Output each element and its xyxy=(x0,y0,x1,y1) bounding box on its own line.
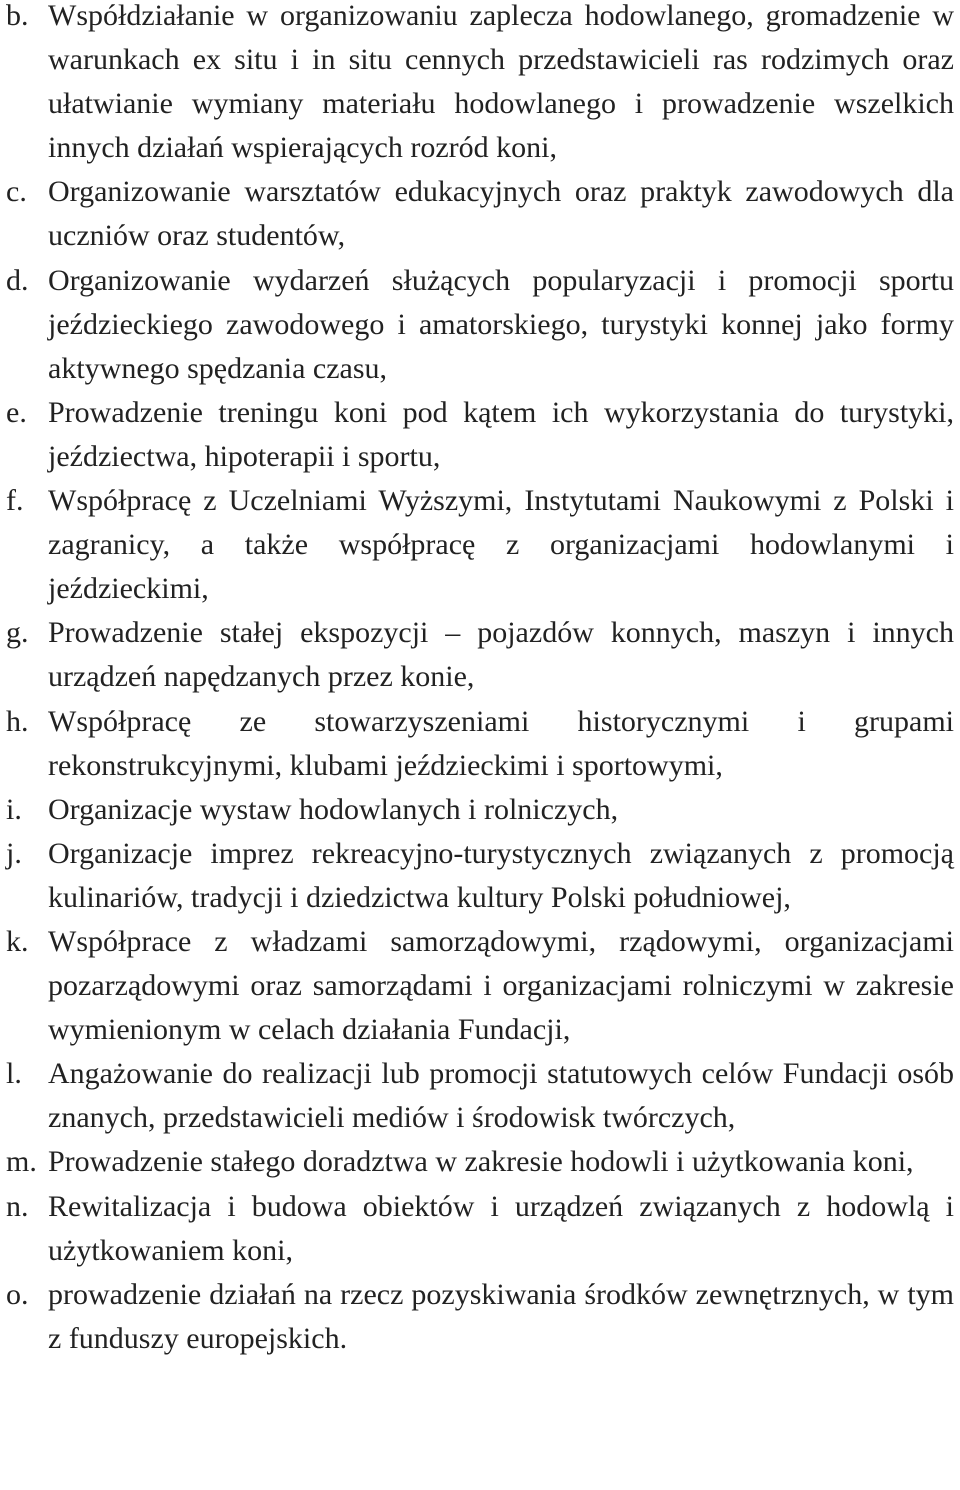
list-item xyxy=(6,170,954,258)
list-item xyxy=(6,700,954,788)
list-marker: c. xyxy=(6,175,27,209)
list-marker: n. xyxy=(6,1189,29,1223)
activities-list xyxy=(6,0,954,1361)
list-item-text: Prowadzenie stałej ekspozycji – pojazdów konnych, maszyn i innych urządzeń napędzanych przez konie, xyxy=(48,616,954,694)
list-item-text: Angażowanie do realizacji lub promocji statutowych celów Fundacji osób znanych, przedstawicieli mediów i środowisk twórczych, xyxy=(48,1057,954,1135)
list-item-text: Rewitalizacja i budowa obiektów i urządzeń związanych z hodowlą i użytkowaniem koni, xyxy=(48,1189,954,1267)
list-item xyxy=(6,1185,954,1273)
list-marker: f. xyxy=(6,484,24,518)
list-item xyxy=(6,611,954,699)
list-item-text: Organizacje wystaw hodowlanych i rolniczych, xyxy=(48,792,619,826)
list-item xyxy=(6,920,954,1052)
list-item-text: prowadzenie działań na rzecz pozyskiwania środków zewnętrznych, w tym z funduszy europejskich. xyxy=(48,1277,954,1355)
list-item xyxy=(6,479,954,611)
list-marker: h. xyxy=(6,704,29,738)
list-marker: k. xyxy=(6,924,29,958)
list-item-text: Współpracę z Uczelniami Wyższymi, Instytutami Naukowymi z Polski i zagranicy, a także współpracę z organizacjami hodowlanymi i jeździeckimi, xyxy=(48,484,954,606)
list-item xyxy=(6,1273,954,1361)
list-item-text: Prowadzenie stałego doradztwa w zakresie hodowli i użytkowania koni, xyxy=(48,1145,914,1179)
list-item-text: Organizacje imprez rekreacyjno-turystycznych związanych z promocją kulinariów, tradycji i dziedzictwa kultury Polski południowej, xyxy=(48,836,954,914)
list-item-text: Współprace z władzami samorządowymi, rządowymi, organizacjami pozarządowymi oraz samorządami i organizacjami rolniczymi w zakresie wymienionym w celach działania Fundacji, xyxy=(48,924,954,1047)
list-item xyxy=(6,788,954,832)
list-marker: o. xyxy=(6,1277,29,1311)
list-marker: e. xyxy=(6,395,27,429)
list-marker: b. xyxy=(6,0,29,32)
list-marker: d. xyxy=(6,263,29,297)
list-item xyxy=(6,1140,954,1184)
list-marker: l. xyxy=(6,1057,22,1091)
list-item xyxy=(6,391,954,479)
list-item xyxy=(6,832,954,920)
list-item xyxy=(6,1052,954,1140)
list-marker: g. xyxy=(6,616,29,650)
list-item-text: Organizowanie warsztatów edukacyjnych oraz praktyk zawodowych dla uczniów oraz studentów, xyxy=(48,175,954,253)
list-item-text: Organizowanie wydarzeń służących popularyzacji i promocji sportu jeździeckiego zawodowego i amatorskiego, turystyki konnej jako formy aktywnego spędzania czasu, xyxy=(48,263,954,385)
list-item xyxy=(6,0,954,170)
list-item-text: Współdziałanie w organizowaniu zaplecza hodowlanego, gromadzenie w warunkach ex situ i in situ cennych przedstawicieli ras rodzimych oraz ułatwianie wymiany materiału hodowlanego i prowadzenie wszelkich innych działań wspierających rozród koni, xyxy=(48,0,954,165)
list-item-text: Współpracę ze stowarzyszeniami historycznymi i grupami rekonstrukcyjnymi, klubami jeździeckimi i sportowymi, xyxy=(48,704,954,782)
list-marker: i. xyxy=(6,792,22,826)
list-item xyxy=(6,259,954,391)
list-marker: j. xyxy=(6,836,22,870)
list-marker: m. xyxy=(6,1145,37,1179)
list-item-text: Prowadzenie treningu koni pod kątem ich wykorzystania do turystyki, jeździectwa, hipoterapii i sportu, xyxy=(48,395,954,473)
